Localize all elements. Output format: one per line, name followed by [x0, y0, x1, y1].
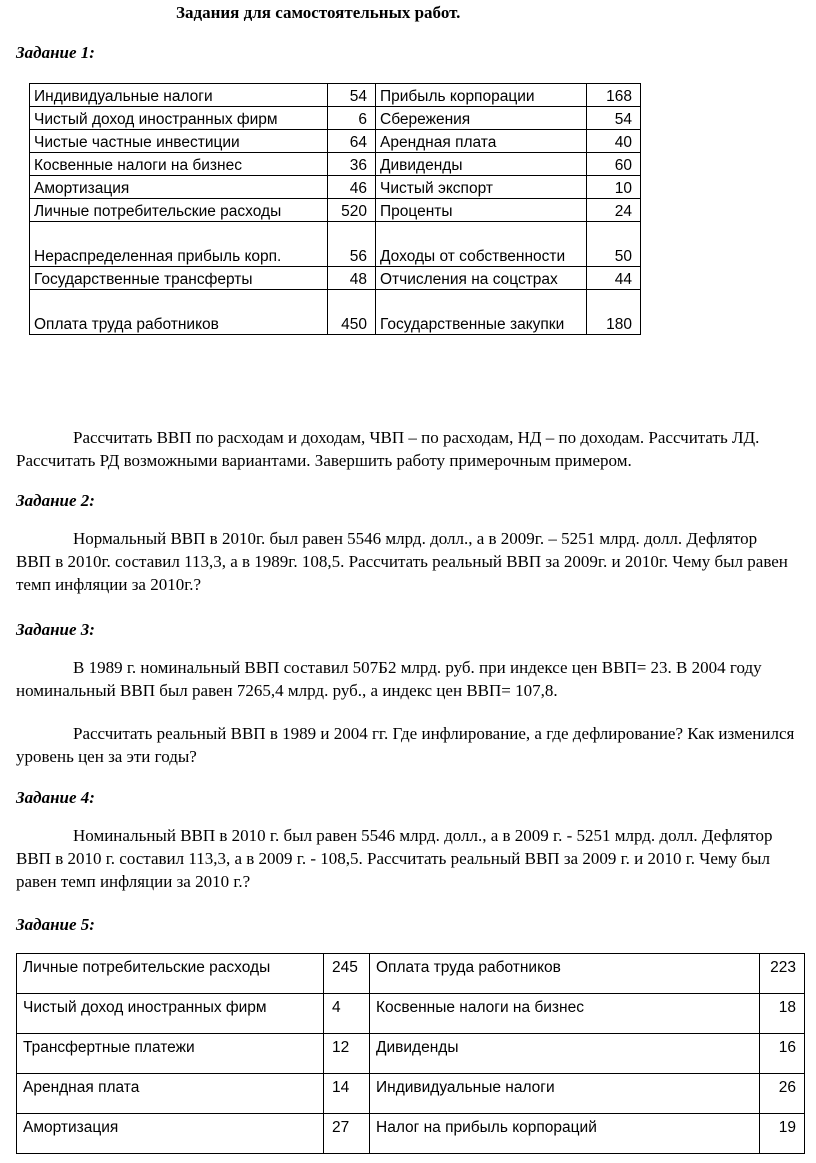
- task3-heading: Задание 3:: [16, 620, 95, 639]
- row-label: Оплата труда работников: [370, 954, 760, 994]
- row-value: 450: [328, 290, 376, 335]
- row-value: 223: [760, 954, 805, 994]
- task4-heading: Задание 4:: [16, 788, 95, 807]
- row-label: Арендная плата: [376, 130, 587, 153]
- row-label: Прибыль корпорации: [376, 84, 587, 107]
- row-label: Дивиденды: [376, 153, 587, 176]
- task5-table: [16, 953, 805, 1154]
- row-label: Налог на прибыль корпораций: [370, 1114, 760, 1154]
- row-label: Чистый доход иностранных фирм: [17, 994, 324, 1034]
- task1-table: [29, 83, 641, 335]
- row-value: 44: [587, 267, 641, 290]
- row-value: 40: [587, 130, 641, 153]
- table-row: [30, 176, 641, 199]
- row-label: Нераспределенная прибыль корп.: [30, 222, 328, 267]
- task1-text: Рассчитать ВВП по расходам и доходам, ЧВП – по расходам, НД – по доходам. Рассчитать ЛД. Рассчитать РД возможными вариантами. Завершить работу примерочным примером.: [16, 428, 760, 470]
- row-label: Амортизация: [17, 1114, 324, 1154]
- table-row: [30, 290, 641, 335]
- row-value: 245: [324, 954, 370, 994]
- row-label: Оплата труда работников: [30, 290, 328, 335]
- row-value: 54: [587, 107, 641, 130]
- row-value: 6: [328, 107, 376, 130]
- task4-text: Номинальный ВВП в 2010 г. был равен 5546 млрд. долл., а в 2009 г. - 5251 млрд. долл. Дефлятор ВВП в 2010 г. составил 113,3, а в 2009 г. - 108,5. Рассчитать реальный ВВП за 2009 г. и 2010 г. Чему был равен темп инфляции за 2010 г.?: [16, 826, 773, 891]
- row-value: 36: [328, 153, 376, 176]
- table-row: [17, 954, 805, 994]
- row-value: 64: [328, 130, 376, 153]
- row-label: Косвенные налоги на бизнес: [370, 994, 760, 1034]
- row-value: 14: [324, 1074, 370, 1114]
- task3-text-1: В 1989 г. номинальный ВВП составил 507Б2 млрд. руб. при индексе цен ВВП= 23. В 2004 году номинальный ВВП был равен 7265,4 млрд. руб., а индекс цен ВВП= 107,8.: [16, 658, 762, 700]
- table-row: [17, 1114, 805, 1154]
- row-value: 10: [587, 176, 641, 199]
- row-label: Косвенные налоги на бизнес: [30, 153, 328, 176]
- table-row: [30, 130, 641, 153]
- row-value: 12: [324, 1034, 370, 1074]
- table-row: [30, 84, 641, 107]
- table-row: [30, 153, 641, 176]
- row-value: 54: [328, 84, 376, 107]
- row-label: Амортизация: [30, 176, 328, 199]
- row-label: Трансфертные платежи: [17, 1034, 324, 1074]
- row-label: Личные потребительские расходы: [30, 199, 328, 222]
- table-row: [30, 199, 641, 222]
- row-label: Чистый экспорт: [376, 176, 587, 199]
- row-value: 4: [324, 994, 370, 1034]
- row-value: 24: [587, 199, 641, 222]
- row-value: 46: [328, 176, 376, 199]
- table-row: [17, 1074, 805, 1114]
- row-value: 180: [587, 290, 641, 335]
- row-label: Отчисления на соцстрах: [376, 267, 587, 290]
- row-label: Чистый доход иностранных фирм: [30, 107, 328, 130]
- page-title: Задания для самостоятельных работ.: [176, 3, 461, 22]
- table-row: [17, 1034, 805, 1074]
- table-row: [30, 107, 641, 130]
- row-label: Проценты: [376, 199, 587, 222]
- table-row: [17, 994, 805, 1034]
- row-value: 16: [760, 1034, 805, 1074]
- task2-text: Нормальный ВВП в 2010г. был равен 5546 млрд. долл., а в 2009г. – 5251 млрд. долл. Дефлятор ВВП в 2010г. составил 113,3, а в 1989г. 108,5. Рассчитать реальный ВВП за 2009г. и 2010г. Чему был равен темп инфляции за 2010г.?: [16, 529, 788, 594]
- row-value: 50: [587, 222, 641, 267]
- row-value: 168: [587, 84, 641, 107]
- row-label: Государственные закупки: [376, 290, 587, 335]
- row-label: Государственные трансферты: [30, 267, 328, 290]
- table-row: [30, 222, 641, 267]
- row-label: Дивиденды: [370, 1034, 760, 1074]
- row-label: Сбережения: [376, 107, 587, 130]
- row-value: 520: [328, 199, 376, 222]
- row-label: Индивидуальные налоги: [370, 1074, 760, 1114]
- row-label: Личные потребительские расходы: [17, 954, 324, 994]
- task5-heading: Задание 5:: [16, 915, 95, 934]
- row-label: Доходы от собственности: [376, 222, 587, 267]
- row-value: 18: [760, 994, 805, 1034]
- row-value: 19: [760, 1114, 805, 1154]
- task1-heading: Задание 1:: [16, 43, 95, 62]
- row-value: 60: [587, 153, 641, 176]
- row-value: 56: [328, 222, 376, 267]
- row-label: Арендная плата: [17, 1074, 324, 1114]
- row-value: 27: [324, 1114, 370, 1154]
- row-value: 48: [328, 267, 376, 290]
- row-label: Индивидуальные налоги: [30, 84, 328, 107]
- task3-text-2: Рассчитать реальный ВВП в 1989 и 2004 гг. Где инфлирование, а где дефлирование? Как изменился уровень цен за эти годы?: [16, 724, 795, 766]
- row-label: Чистые частные инвестиции: [30, 130, 328, 153]
- task2-heading: Задание 2:: [16, 491, 95, 510]
- table-row: [30, 267, 641, 290]
- row-value: 26: [760, 1074, 805, 1114]
